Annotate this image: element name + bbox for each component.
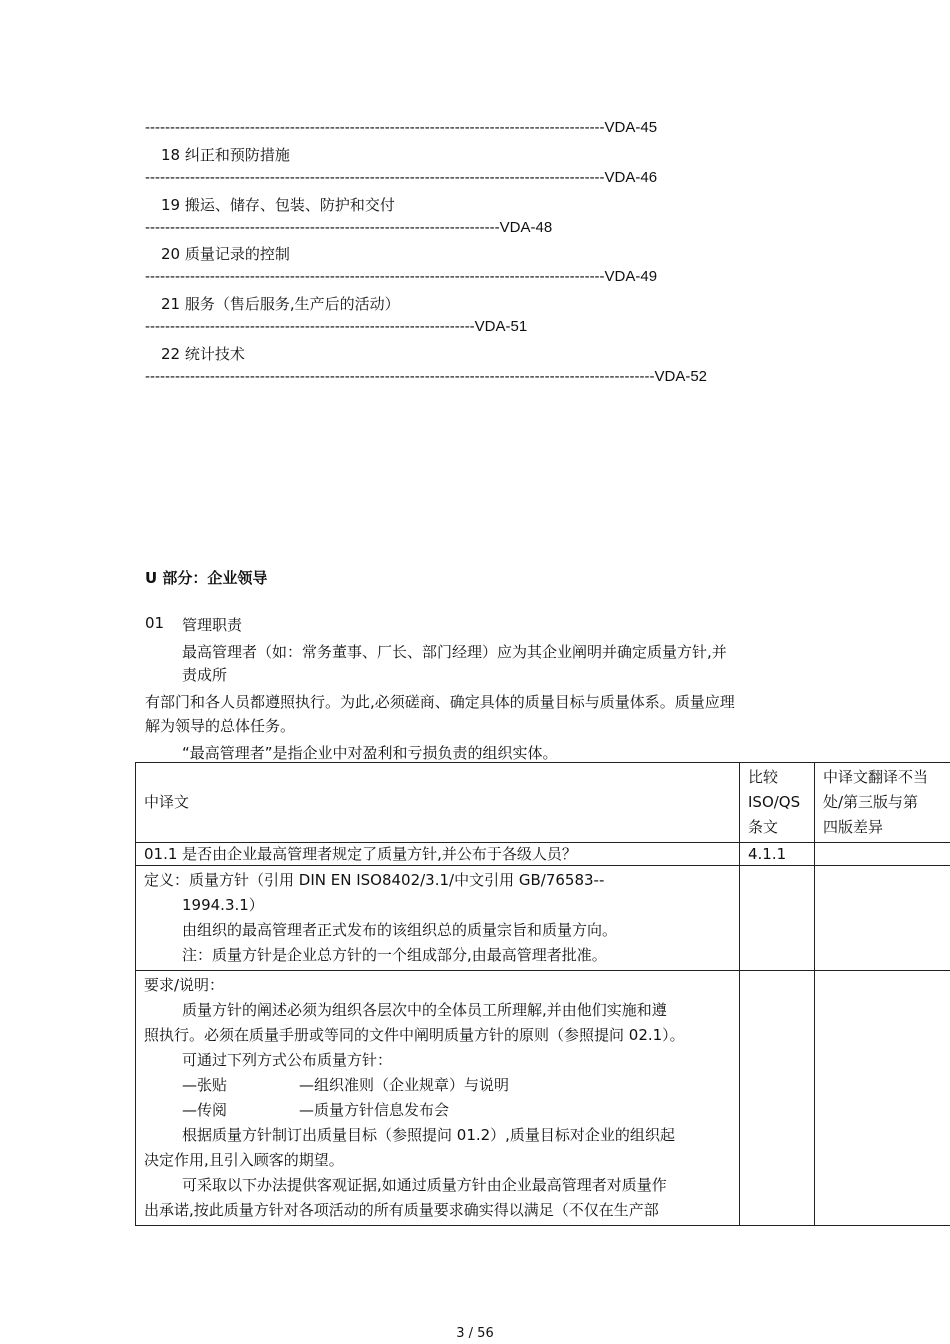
toc-leader-17: --------------------------------------------------------------------------------------------VDA-45 (145, 119, 658, 136)
definition-cell (136, 866, 740, 971)
intro-line-1: 最高管理者（如：常务董事、厂长、部门经理）应为其企业阐明并确定质量方针,并 (182, 643, 727, 661)
definition-line: 1994.3.1） (182, 896, 264, 914)
toc-leader-22: ------------------------------------------------------------------------------------------------------VDA-52 (145, 368, 708, 385)
requirement-bullet-row (144, 1098, 731, 1123)
table-row (136, 866, 950, 971)
requirement-line: 照执行。必须在质量手册或等同的文件中阐明质量方针的原则（参照提问 02.1）。 (144, 1026, 685, 1044)
intro-line-3: 有部门和各人员都遵照执行。为此,必须磋商、确定具体的质量目标与质量体系。质量应理 (145, 693, 735, 711)
toc-item-20: 20 质量记录的控制 (161, 245, 290, 263)
table-row (136, 843, 950, 866)
header-iso-line3: 条文 (748, 818, 779, 836)
requirement-line: 可采取以下办法提供客观证据,如通过质量方针由企业最高管理者对质量作 (182, 1176, 667, 1194)
definition-line: 由组织的最高管理者正式发布的该组织总的质量宗旨和质量方向。 (182, 921, 618, 939)
intro-line-2: 责成所 (182, 666, 228, 684)
bullet-posting: —张贴 (182, 1076, 228, 1094)
definition-line: 注：质量方针是企业总方针的一个组成部分,由最高管理者批准。 (182, 946, 607, 964)
question-note (815, 843, 950, 866)
table-row (136, 971, 950, 1226)
header-notes-line2: 处/第三版与第 (823, 793, 919, 811)
header-translation (136, 763, 740, 843)
requirements-iso-ref (740, 971, 815, 1226)
header-iso-compare (740, 763, 815, 843)
requirements-cell (136, 971, 740, 1226)
toc-item-18: 18 纠正和预防措施 (161, 146, 290, 164)
question-text: 01.1 是否由企业最高管理者规定了质量方针,并公布于各级人员？ (136, 843, 740, 866)
definition-iso-ref (740, 866, 815, 971)
toc-leader-18: --------------------------------------------------------------------------------------------VDA-46 (145, 169, 658, 186)
header-iso-line2: ISO/QS (748, 793, 801, 811)
toc-item-22: 22 统计技术 (161, 345, 245, 363)
intro-line-4: 解为领导的总体任务。 (145, 717, 296, 735)
toc-item-19: 19 搬运、储存、包装、防护和交付 (161, 196, 395, 214)
header-translation-label: 中译文 (144, 793, 190, 811)
header-notes-line3: 四版差异 (823, 818, 884, 836)
toc-leader-19: -----------------------------------------------------------------------VDA-48 (145, 219, 553, 236)
table-header-row (136, 763, 950, 843)
question-iso-ref: 4.1.1 (740, 843, 815, 866)
requirement-line: 决定作用,且引入顾客的期望。 (144, 1151, 344, 1169)
header-iso-line1: 比较 (748, 768, 779, 786)
requirement-line: 可通过下列方式公布质量方针： (182, 1051, 393, 1069)
section-number: 01 (145, 614, 165, 632)
header-notes (815, 763, 950, 843)
bullet-guidelines: —组织准则（企业规章）与说明 (299, 1076, 510, 1094)
part-heading: U 部分：企业领导 (145, 569, 268, 587)
requirement-line: 出承诺,按此质量方针对各项活动的所有质量要求确实得以满足（不仅在生产部 (144, 1201, 659, 1219)
toc-leader-20: --------------------------------------------------------------------------------------------VDA-49 (145, 268, 658, 285)
intro-line-5: “最高管理者”是指企业中对盈利和亏损负责的组织实体。 (182, 744, 558, 762)
page-number: 3 / 56 (456, 1326, 494, 1341)
header-notes-line1: 中译文翻译不当 (823, 768, 929, 786)
question-table (135, 762, 950, 1226)
toc-item-21: 21 服务（售后服务,生产后的活动） (161, 295, 400, 313)
toc-leader-21: ------------------------------------------------------------------VDA-51 (145, 318, 528, 335)
definition-note (815, 866, 950, 971)
requirement-line: 要求/说明： (144, 976, 225, 994)
requirements-note (815, 971, 950, 1226)
requirement-line: 质量方针的阐述必须为组织各层次中的全体员工所理解,并由他们实施和遵 (182, 1001, 667, 1019)
requirement-line: 根据质量方针制订出质量目标（参照提问 01.2）,质量目标对企业的组织起 (182, 1126, 675, 1144)
section-title: 管理职责 (182, 616, 243, 634)
requirement-bullet-row (144, 1073, 731, 1098)
bullet-circulation: —传阅 (182, 1101, 228, 1119)
definition-line: 定义：质量方针（引用 DIN EN ISO8402/3.1/中文引用 GB/76583-- (144, 871, 605, 889)
bullet-briefing: —质量方针信息发布会 (299, 1101, 450, 1119)
